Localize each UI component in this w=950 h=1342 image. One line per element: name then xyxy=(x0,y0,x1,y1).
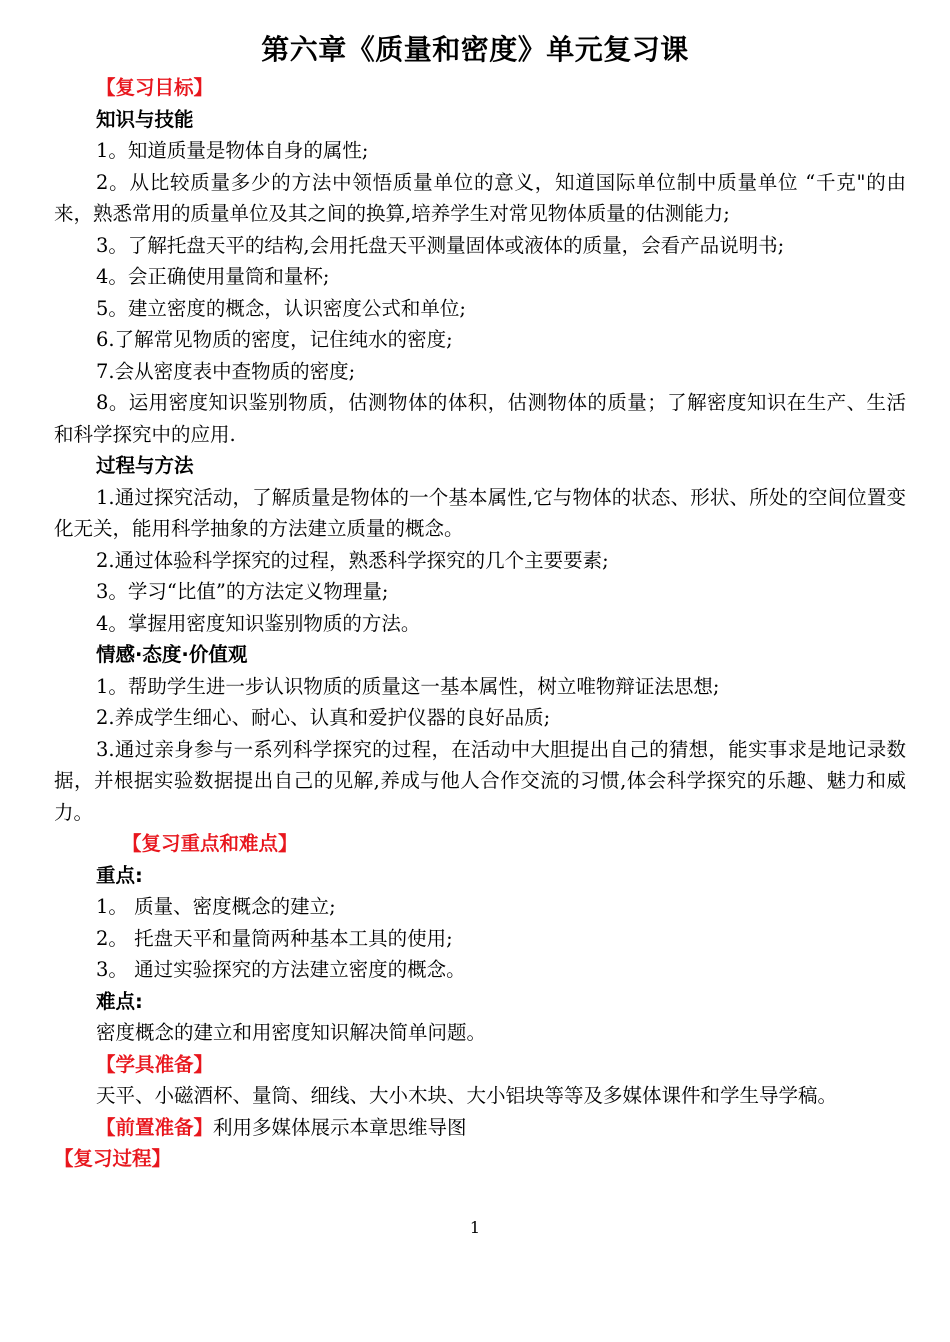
process-item: 3。学习“比值”的方法定义物理量; xyxy=(96,580,389,603)
emotion-item: 3.通过亲身参与一系列科学探究的过程，在活动中大胆提出自己的猜想，能实事求是地记录数据，并根据实验数据提出自己的见解,养成与他人合作交流的习惯,体会科学探究的乐趣、魅力和威力。 xyxy=(54,737,906,824)
section-heading-pre: 【前置准备】 xyxy=(96,1115,214,1139)
pre-text: 利用多媒体展示本章思维导图 xyxy=(213,1115,467,1139)
key-item: 3。 通过实验探究的方法建立密度的概念。 xyxy=(96,958,466,981)
subheading-difficult: 难点: xyxy=(96,989,143,1013)
subheading-key: 重点: xyxy=(96,863,143,887)
emotion-item: 2.养成学生细心、耐心、认真和爱护仪器的良好品质; xyxy=(96,706,551,729)
knowledge-item: 4。会正确使用量筒和量杯; xyxy=(96,265,330,288)
difficult-text: 密度概念的建立和用密度知识解决简单问题。 xyxy=(96,1021,487,1044)
subheading-process: 过程与方法 xyxy=(96,454,194,477)
pre-line xyxy=(54,1112,906,1144)
section-heading-tools: 【学具准备】 xyxy=(96,1052,214,1076)
subheading-emotion: 情感·态度·价值观 xyxy=(96,643,248,666)
process-item: 1.通过探究活动，了解质量是物体的一个基本属性,它与物体的状态、形状、所处的空间位置变化无关，能用科学抽象的方法建立质量的概念。 xyxy=(54,485,906,540)
knowledge-item: 6.了解常见物质的密度，记住纯水的密度; xyxy=(96,328,453,351)
process-item: 2.通过体验科学探究的过程，熟悉科学探究的几个主要要素; xyxy=(96,548,609,572)
page-number: 1 xyxy=(469,1218,481,1237)
knowledge-item: 8。运用密度知识鉴别物质，估测物体的体积，估测物体的质量；了解密度知识在生产、生活和科学探究中的应用. xyxy=(54,391,906,446)
knowledge-item: 5。建立密度的概念，认识密度公式和单位; xyxy=(96,296,466,320)
knowledge-item: 2。从比较质量多少的方法中领悟质量单位的意义，知道国际单位制中质量单位 “千克"的由来，熟悉常用的质量单位及其之间的换算,培养学生对常见物体质量的估测能力; xyxy=(54,170,906,225)
knowledge-item: 3。了解托盘天平的结构,会用托盘天平测量固体或液体的质量，会看产品说明书; xyxy=(96,233,785,257)
knowledge-item: 1。知道质量是物体自身的属性; xyxy=(96,139,369,162)
key-item: 1。 质量、密度概念的建立; xyxy=(96,895,336,918)
subheading-knowledge: 知识与技能 xyxy=(96,107,194,131)
section-heading-process: 【复习过程】 xyxy=(54,1147,172,1170)
tools-text: 天平、小磁酒杯、量筒、细线、大小木块、大小铝块等等及多媒体课件和学生导学稿。 xyxy=(96,1084,838,1107)
process-item: 4。掌握用密度知识鉴别物质的方法。 xyxy=(96,611,421,635)
key-item: 2。 托盘天平和量筒两种基本工具的使用; xyxy=(96,926,453,950)
document-title: 第六章《质量和密度》单元复习课 xyxy=(261,33,689,66)
document-body xyxy=(54,72,906,1175)
emotion-item: 1。帮助学生进一步认识物质的质量这一基本属性，树立唯物辩证法思想; xyxy=(96,674,720,698)
section-heading-goals: 【复习目标】 xyxy=(96,76,214,99)
section-heading-keypoints: 【复习重点和难点】 xyxy=(122,832,298,855)
knowledge-item: 7.会从密度表中查物质的密度; xyxy=(96,359,356,383)
